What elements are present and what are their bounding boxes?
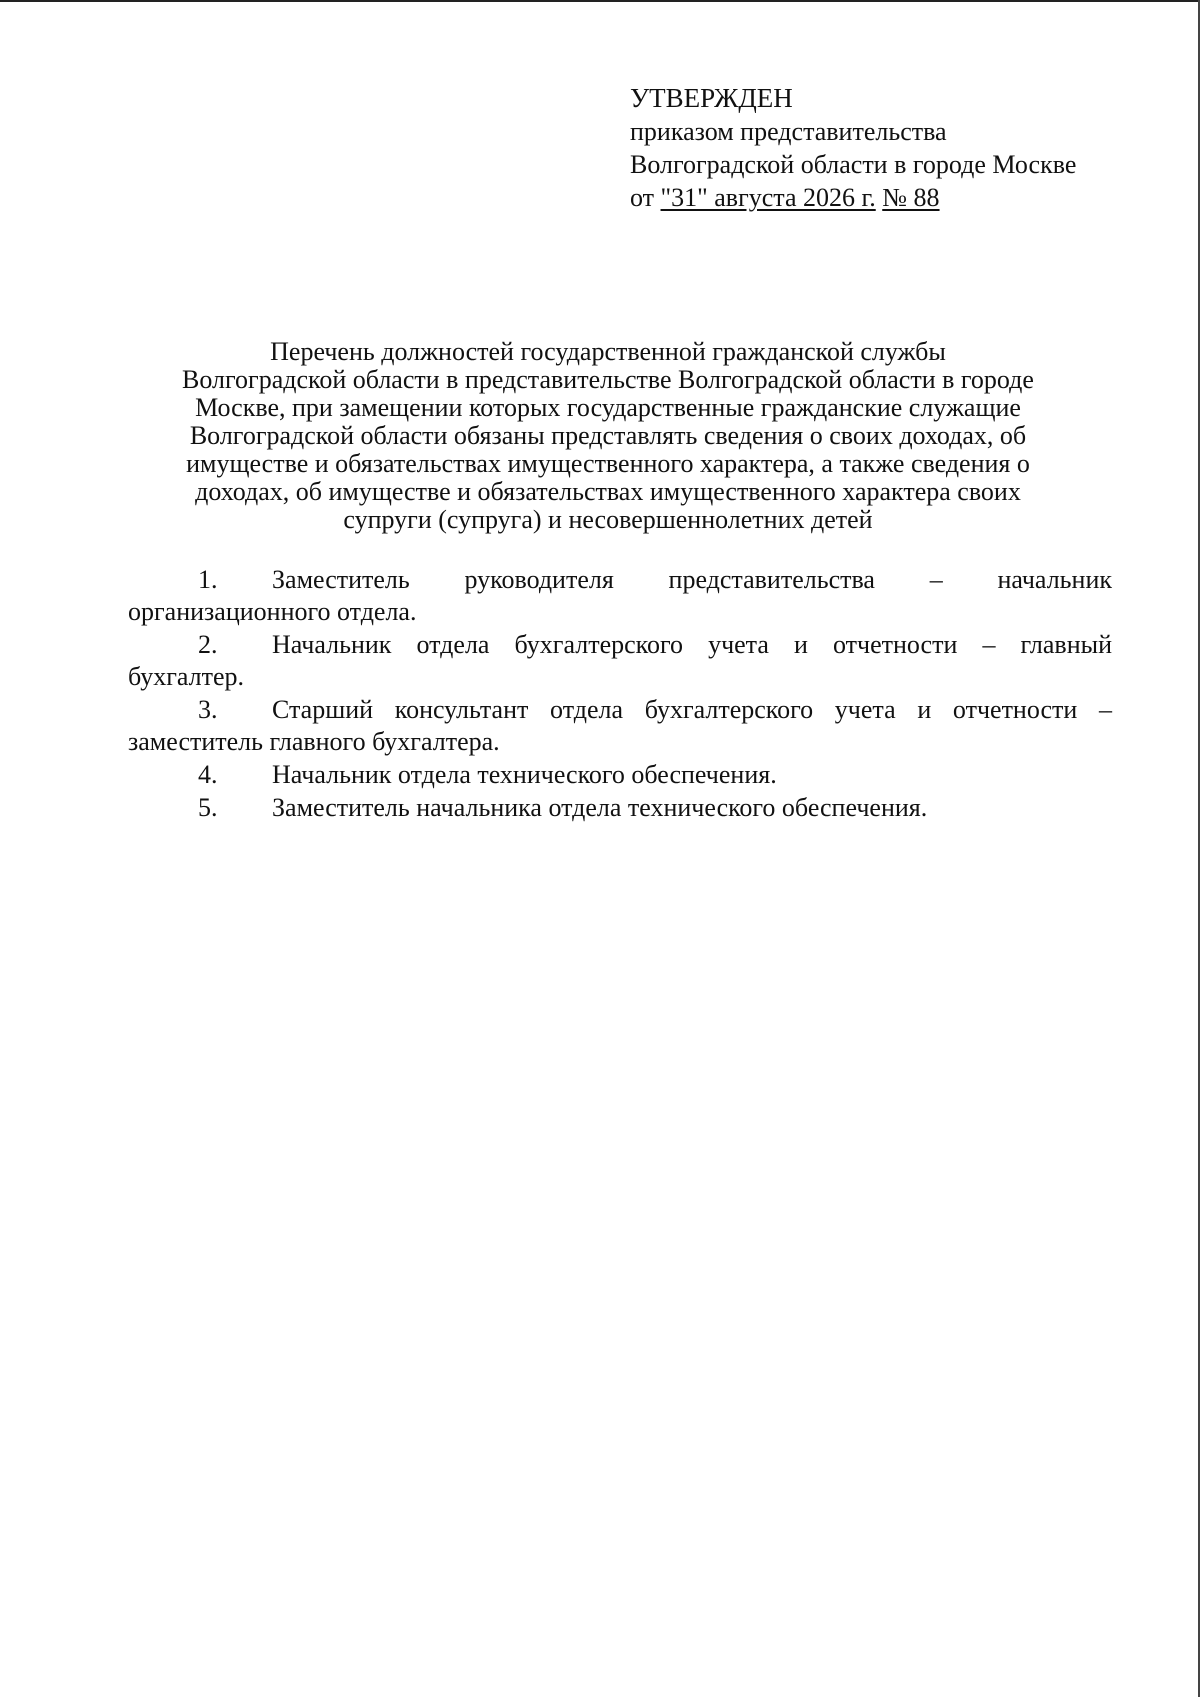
item-number: 1. [198,565,218,594]
scan-edge-top [0,0,1200,2]
item-text: Заместитель начальника отдела технического обеспечения. [272,793,928,822]
item-text-continued: бухгалтер. [128,662,245,691]
item-number: 5. [198,793,218,822]
list-item [128,629,1112,693]
title-line: Волгоградской области в представительстве Волгоградской области в городе [182,365,1034,394]
approval-date-prefix: от [630,183,661,212]
approval-number: № 88 [882,183,940,212]
title-line: Перечень должностей государственной гражданской службы [270,337,946,366]
list-item [128,694,1112,758]
approval-heading: УТВЕРЖДЕН [630,83,793,113]
item-number: 3. [198,695,218,724]
approval-date: "31" августа 2026 г. [660,183,876,212]
item-text: Заместитель руководителя представительства – начальник [272,565,1112,594]
document-title [128,338,1088,534]
list-item [128,759,1112,791]
title-line: доходах, об имуществе и обязательствах имущественного характера своих [195,477,1021,506]
item-text: Начальник отдела технического обеспечения. [272,760,777,789]
positions-list [128,564,1112,825]
item-text-continued: организационного отдела. [128,597,417,626]
title-line: имуществе и обязательствах имущественного характера, а также сведения о [186,449,1030,478]
approval-stamp-block [630,82,1170,214]
approval-date-line [630,181,1170,214]
item-number: 4. [198,760,218,789]
item-text-continued: заместитель главного бухгалтера. [128,727,500,756]
title-line: Москве, при замещении которых государственные гражданские служащие [195,393,1021,422]
title-line: Волгоградской области обязаны представлять сведения о своих доходах, об [189,421,1027,450]
item-number: 2. [198,630,218,659]
title-line: супруги (супруга) и несовершеннолетних детей [343,505,873,534]
approval-org-line: Волгоградской области в городе Москве [630,150,1077,179]
item-text: Старший консультант отдела бухгалтерского учета и отчетности – [272,695,1112,724]
list-item [128,792,1112,824]
list-item [128,564,1112,628]
approval-order-line: приказом представительства [630,117,947,146]
item-text: Начальник отдела бухгалтерского учета и отчетности – главный [272,630,1112,659]
